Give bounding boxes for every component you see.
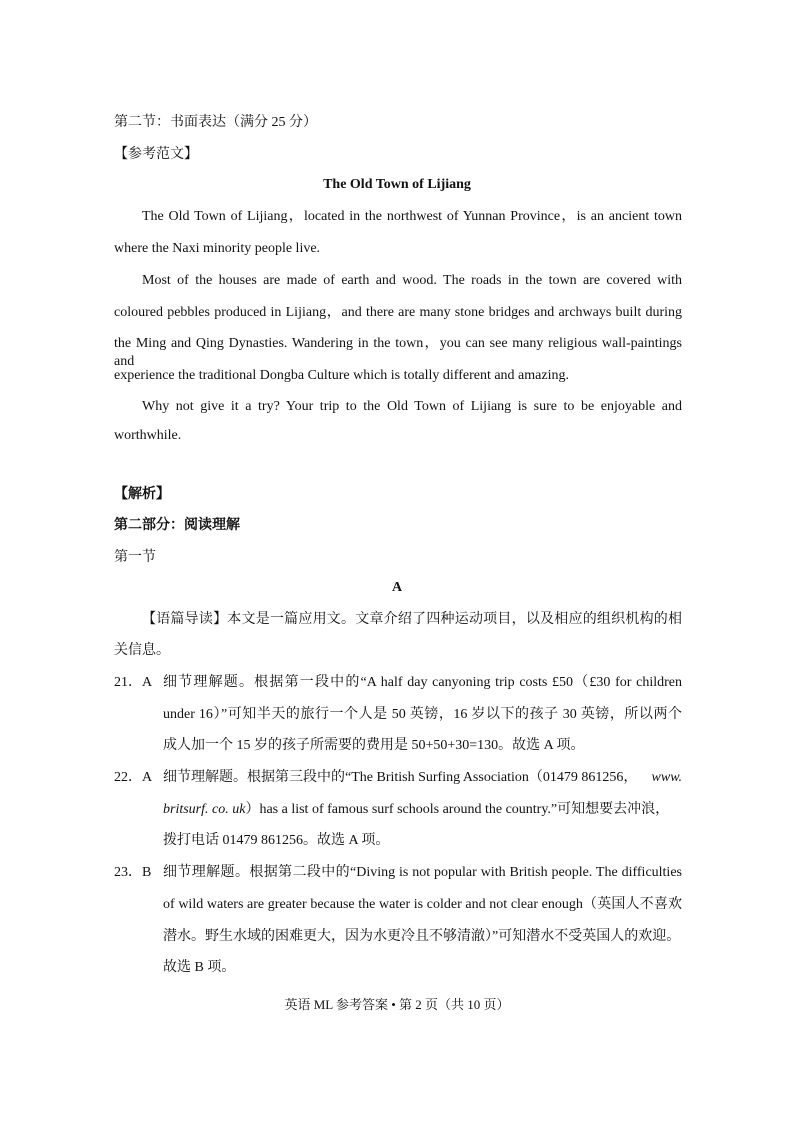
essay-p2-line2: coloured pebbles produced in Lijiang，and there are many stone bridges and archways built during bbox=[114, 305, 682, 320]
answer-text: 潜水。野生水域的困难更大，因为水更冷且不够清澈）”可知潜水不受英国人的欢迎。 bbox=[163, 929, 681, 944]
essay-p2-line3: the Ming and Qing Dynasties. Wandering in the town，you can see many religious wall-paintings and bbox=[114, 336, 682, 369]
essay-p1-line2: where the Naxi minority people live. bbox=[114, 241, 321, 256]
page-footer: 英语 ML 参考答案 • 第 2 页（共 10 页） bbox=[284, 997, 510, 1012]
passage-guide-line1: 【语篇导读】本文是一篇应用文。文章介绍了四种运动项目，以及相应的组织机构的相 bbox=[142, 612, 682, 627]
answer-number: 21．A bbox=[114, 675, 153, 690]
answer-number: 22．A bbox=[114, 770, 153, 785]
passage-guide-line2: 关信息。 bbox=[114, 643, 170, 658]
answer-text: under 16）”可知半天的旅行一个人是 50 英镑，16 岁以下的孩子 30 英镑，所以两个 bbox=[163, 707, 682, 722]
answer-text: 细节理解题。根据第一段中的“A half day canyoning trip costs £50（£30 for children bbox=[163, 675, 682, 690]
answer-text: 成人加一个 15 岁的孩子所需要的费用是 50+50+30=130。故选 A 项。 bbox=[163, 738, 585, 753]
answer-text bbox=[163, 769, 682, 787]
answer-text: 拨打电话 01479 861256。故选 A 项。 bbox=[163, 833, 390, 848]
answer-text-segment: 细节理解题。根据第三段中的“The British Surfing Association（01479 861256， bbox=[163, 770, 638, 785]
answer-text: 细节理解题。根据第二段中的“Diving is not popular with British people. The difficulties bbox=[163, 865, 682, 880]
answer-text-url: www. bbox=[651, 770, 682, 785]
essay-p2-line1: Most of the houses are made of earth and wood. The roads in the town are covered with bbox=[142, 273, 682, 288]
answer-text-segment: ）has a list of famous surf schools around the country.”可知想要去冲浪， bbox=[245, 802, 670, 817]
section-heading: 第二节：书面表达（满分 25 分） bbox=[114, 115, 317, 130]
passage-letter: A bbox=[391, 580, 403, 595]
answer-text: 故选 B 项。 bbox=[163, 960, 236, 975]
answer-text-url: britsurf. co. uk bbox=[163, 802, 246, 817]
answer-text: of wild waters are greater because the water is colder and not clear enough（英国人不喜欢 bbox=[163, 897, 682, 912]
part-heading: 第二部分：阅读理解 bbox=[114, 518, 240, 533]
essay-title: The Old Town of Lijiang bbox=[323, 177, 471, 192]
essay-p2-line4: experience the traditional Dongba Culture which is totally different and amazing. bbox=[114, 368, 569, 383]
answer-text bbox=[163, 801, 669, 819]
analysis-label: 【解析】 bbox=[114, 487, 170, 502]
essay-p3-line2: worthwhile. bbox=[114, 428, 182, 443]
model-essay-label: 【参考范文】 bbox=[114, 147, 198, 162]
answer-number: 23．B bbox=[114, 865, 152, 880]
subsection-label: 第一节 bbox=[114, 550, 156, 565]
essay-p1-line1: The Old Town of Lijiang，located in the northwest of Yunnan Province，is an ancient town bbox=[142, 209, 682, 224]
essay-p3-line1: Why not give it a try? Your trip to the Old Town of Lijiang is sure to be enjoyable and bbox=[142, 399, 682, 414]
